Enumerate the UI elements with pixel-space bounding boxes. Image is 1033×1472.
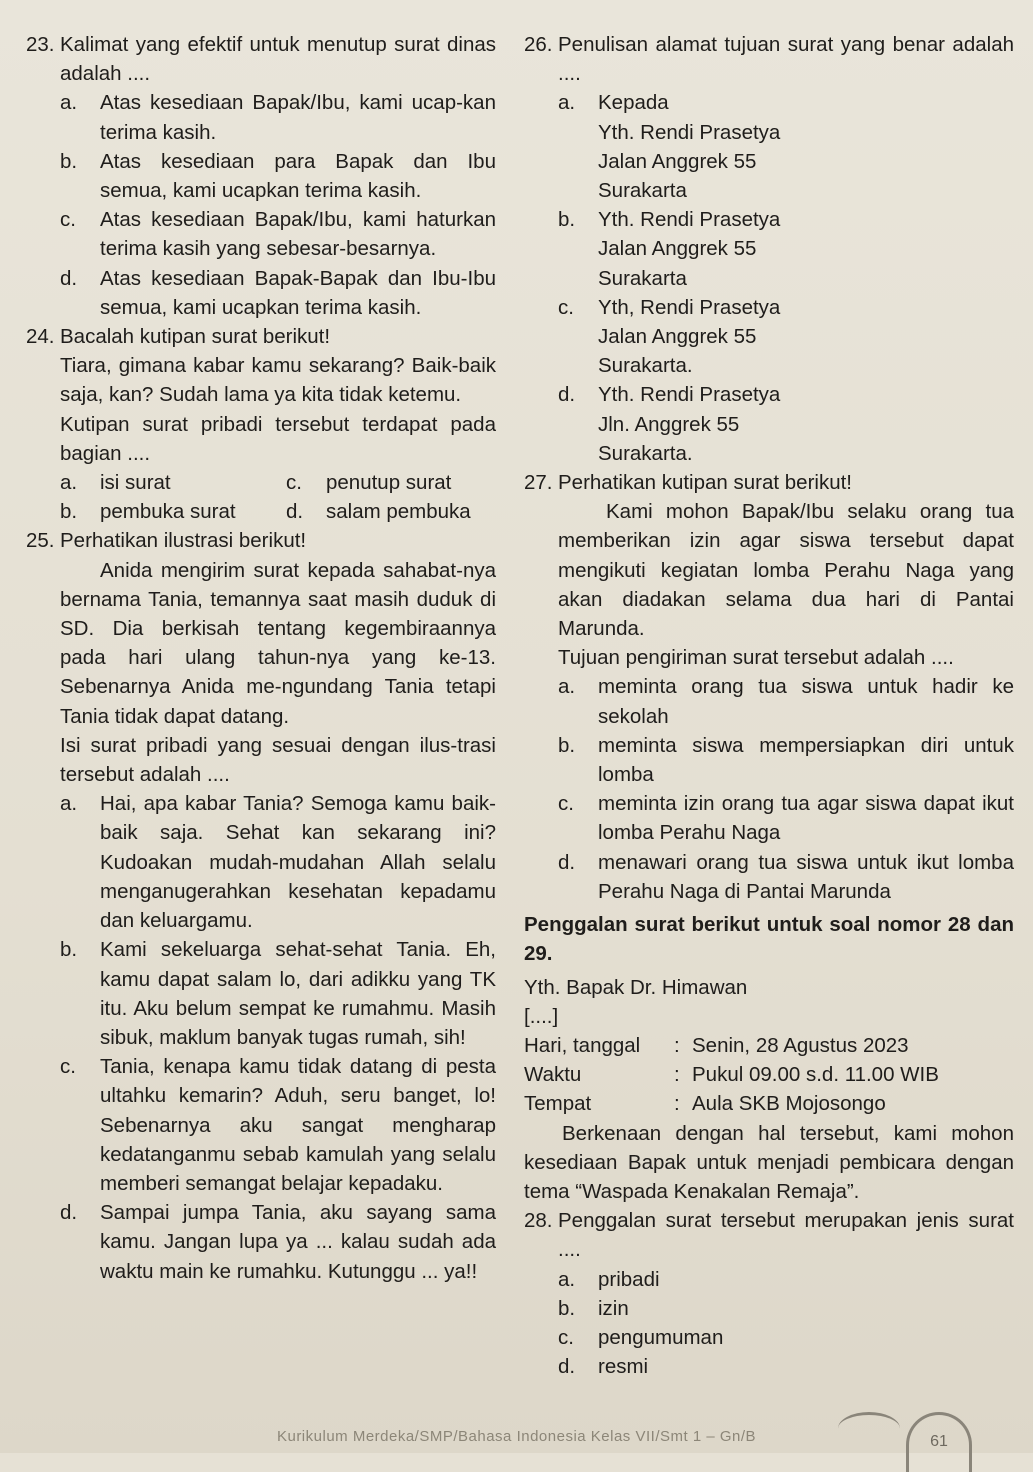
question-prompt: Kutipan surat pribadi tersebut terdapat pada bagian .... (60, 412, 496, 465)
detail-row: Hari, tanggal : Senin, 28 Agustus 2023 (524, 1033, 909, 1057)
left-column (26, 30, 496, 1286)
question-number: 24. (26, 325, 55, 349)
question-stem: Kalimat yang efektif untuk menutup surat dinas adalah .... (60, 33, 496, 86)
question-number: 27. (524, 471, 553, 495)
question-27 (524, 468, 1014, 497)
excerpt-placeholder: [....] (524, 1004, 559, 1028)
option-a[interactable]: a. isi surat (60, 471, 171, 495)
question-23 (26, 30, 496, 88)
question-number: 23. (26, 33, 55, 56)
question-25 (26, 526, 496, 555)
option-d[interactable]: d. resmi (558, 1355, 649, 1379)
option-c[interactable]: c. pengumuman (558, 1325, 724, 1349)
option-d[interactable]: d. Atas kesediaan Bapak-Bapak dan Ibu-Ibu semua, kami ucapkan terima kasih. (60, 266, 496, 319)
question-stem: Penulisan alamat tujuan surat yang benar adalah .... (558, 33, 1014, 86)
option-b[interactable]: b. pembuka surat (60, 500, 236, 524)
decorative-arc-icon (838, 1412, 900, 1445)
question-24 (26, 322, 496, 351)
excerpt-body: Berkenaan dengan hal tersebut, kami mohon kesediaan Bapak untuk menjadi pembicara dengan tema “Waspada Kenakalan Remaja”. (524, 1121, 1014, 1203)
option-b[interactable]: b. Kami sekeluarga sehat-sehat Tania. Eh, kamu dapat salam lo, dari adikku yang TK itu. Aku belum sempat ke rumahmu. Masih sibuk, maklum banyak tugas rumah, sih! (60, 938, 496, 1049)
question-prompt: Isi surat pribadi yang sesuai dengan ilus-trasi tersebut adalah .... (60, 733, 496, 787)
question-number: 26. (524, 33, 553, 56)
option-d[interactable]: d. salam pembuka (286, 500, 471, 524)
option-d[interactable]: d. menawari orang tua siswa untuk ikut lomba Perahu Naga di Pantai Marunda (558, 850, 1014, 903)
excerpt-recipient: Yth. Bapak Dr. Himawan (524, 975, 748, 999)
page-number: 61 (906, 1412, 972, 1472)
question-number: 25. (26, 529, 55, 553)
detail-row: Tempat : Aula SKB Mojosongo (524, 1092, 886, 1116)
option-c[interactable]: c. Atas kesediaan Bapak/Ibu, kami haturkan terima kasih yang sebesar-besarnya. (60, 208, 496, 261)
question-stem: Perhatikan kutipan surat berikut! (558, 471, 852, 495)
option-a[interactable]: a. Hai, apa kabar Tania? Semoga kamu baik-baik saja. Sehat kan sekarang ini? Kudoakan mudah-mudahan Allah selalu menganugerahkan kesehatan kepadamu dan keluargamu. (60, 792, 496, 933)
letter-excerpt (524, 973, 1014, 1207)
option-c[interactable]: c. Yth, Rendi Prasetya Jalan Anggrek 55 Surakarta. (558, 295, 781, 378)
excerpt-heading: Penggalan surat berikut untuk soal nomor 28 dan 29. (524, 913, 1014, 966)
option-b[interactable]: b. Atas kesediaan para Bapak dan Ibu semua, kami ucapkan terima kasih. (60, 149, 496, 203)
question-stem: Bacalah kutipan surat berikut! (60, 325, 331, 349)
right-column (524, 30, 1014, 1381)
option-a[interactable]: a. Atas kesediaan Bapak/Ibu, kami ucap-kan terima kasih. (60, 91, 496, 144)
question-stem: Penggalan surat tersebut merupakan jenis surat .... (558, 1209, 1014, 1262)
letter-quote: Tiara, gimana kabar kamu sekarang? Baik-baik saja, kan? Sudah lama ya kita tidak ketemu. (60, 354, 496, 407)
question-26 (524, 30, 1014, 88)
question-28 (524, 1206, 1014, 1264)
illustration-text: Anida mengirim surat kepada sahabat-nya bernama Tania, temannya saat masih duduk di SD. Dia berkisah tentang kegembiraannya pada hari ulang tahun-nya yang ke-13. Sebenarnya Anida me-ngundang Tania tetapi Tania tidak dapat datang. (60, 558, 496, 728)
question-prompt: Tujuan pengiriman surat tersebut adalah .... (558, 646, 954, 670)
option-b[interactable]: b. Yth. Rendi Prasetya Jalan Anggrek 55 Surakarta (558, 208, 781, 290)
option-b[interactable]: b. meminta siswa mempersiapkan diri untuk lomba (558, 733, 1014, 787)
option-c[interactable]: c. penutup surat (286, 471, 452, 495)
option-d[interactable]: d. Sampai jumpa Tania, aku sayang sama kamu. Jangan lupa ya ... kalau sudah ada waktu main ke rumahku. Kutunggu ... ya!! (60, 1201, 496, 1283)
question-number: 28. (524, 1209, 553, 1233)
question-stem: Perhatikan ilustrasi berikut! (60, 529, 307, 553)
letter-quote: Kami mohon Bapak/Ibu selaku orang tua memberikan izin agar siswa tersebut dapat mengikuti kegiatan lomba Perahu Naga yang akan diadakan selama dua hari di Pantai Marunda. (558, 500, 1014, 641)
option-d[interactable]: d. Yth. Rendi Prasetya Jln. Anggrek 55 Surakarta. (558, 383, 781, 465)
option-c[interactable]: c. meminta izin orang tua agar siswa dapat ikut lomba Perahu Naga (558, 792, 1014, 845)
option-a[interactable]: a. pribadi (558, 1267, 660, 1291)
detail-row: Waktu : Pukul 09.00 s.d. 11.00 WIB (524, 1063, 939, 1087)
option-b[interactable]: b. izin (558, 1296, 629, 1320)
option-a[interactable]: a. Kepada Yth. Rendi Prasetya Jalan Anggrek 55 Surakarta (558, 91, 781, 203)
option-a[interactable]: a. meminta orang tua siswa untuk hadir ke sekolah (558, 675, 1014, 728)
option-c[interactable]: c. Tania, kenapa kamu tidak datang di pesta ultahku kemarin? Aduh, seru banget, lo! Sebenarnya aku sangat mengharap kedatanganmu sebab kamulah yang selalu memberi semangat belajar kepadaku. (60, 1055, 496, 1195)
page-footer: Kurikulum Merdeka/SMP/Bahasa Indonesia Kelas VII/Smt 1 – Gn/B (276, 1428, 757, 1445)
